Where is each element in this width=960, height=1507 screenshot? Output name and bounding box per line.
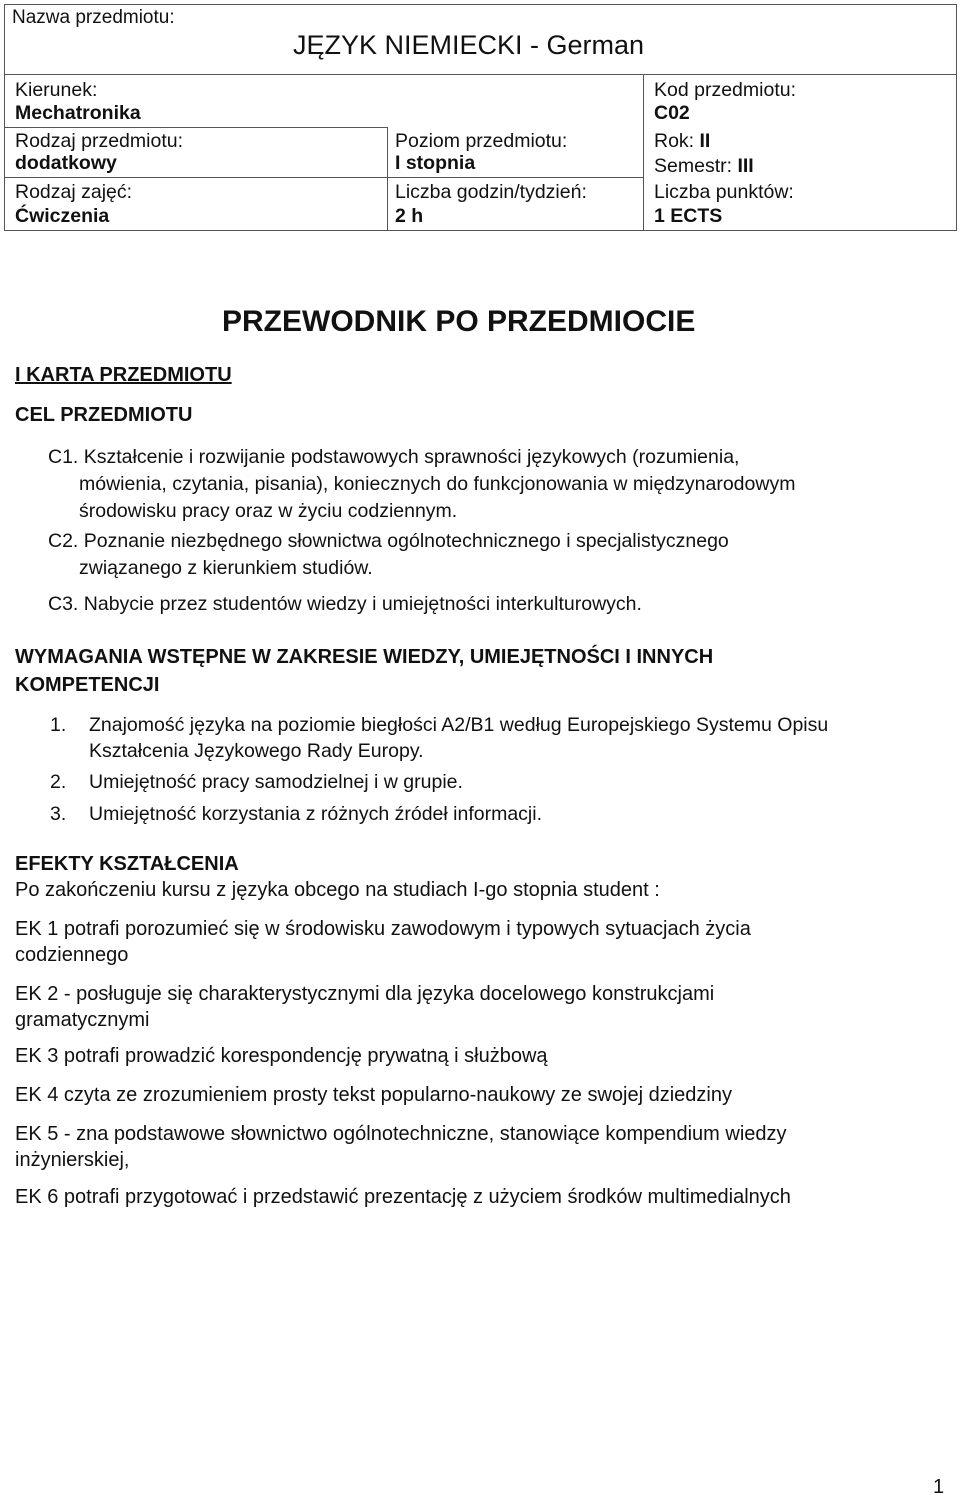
requirements-heading-line2: KOMPETENCJI xyxy=(15,674,160,696)
header-divider-top xyxy=(4,74,957,75)
semester-label: Semestr: xyxy=(654,155,738,177)
outcome-ek3-line1: EK 3 potrafi prowadzić korespondencję prywatną i służbową xyxy=(15,1045,548,1067)
goal-c1-line3: środowisku pracy oraz w życiu codziennym. xyxy=(79,500,458,522)
requirement-2-number: 2. xyxy=(50,771,67,793)
page-number: 1 xyxy=(933,1476,945,1498)
requirement-1-line2: Kształcenia Językowego Rady Europy. xyxy=(89,740,424,762)
outcome-ek5-line2: inżynierskiej, xyxy=(15,1149,130,1171)
requirements-heading-line1: WYMAGANIA WSTĘPNE W ZAKRESIE WIEDZY, UMIEJĘTNOŚCI I INNYCH xyxy=(15,646,714,668)
direction-label: Kierunek: xyxy=(15,79,98,101)
subject-type-value: dodatkowy xyxy=(15,152,117,174)
year-row xyxy=(654,130,710,153)
outcome-ek1-line1: EK 1 potrafi porozumieć się w środowisku zawodowym i typowych sytuacjach życia xyxy=(15,918,751,940)
goal-c1-line1: C1. Kształcenie i rozwijanie podstawowych sprawności językowych (rozumienia, xyxy=(48,446,740,468)
goal-c3: C3. Nabycie przez studentów wiedzy i umiejętności interkulturowych. xyxy=(48,593,642,615)
semester-row xyxy=(654,155,754,178)
goal-heading: CEL PRZEDMIOTU xyxy=(15,404,193,426)
year-value: II xyxy=(699,130,711,152)
subject-type-label: Rodzaj przedmiotu: xyxy=(15,130,183,152)
hours-label: Liczba godzin/tydzień: xyxy=(395,181,587,203)
hours-value: 2 h xyxy=(395,205,424,227)
header-column-divider-2 xyxy=(643,74,644,231)
header-divider-left-2 xyxy=(4,177,387,178)
class-type-label: Rodzaj zajęć: xyxy=(15,181,133,203)
card-heading: I KARTA PRZEDMIOTU xyxy=(15,364,232,386)
goal-c1-line2: mówienia, czytania, pisania), koniecznych do funkcjonowania w międzynarodowym xyxy=(79,473,796,495)
outcomes-heading: EFEKTY KSZTAŁCENIA xyxy=(15,853,239,875)
outcome-ek4-line1: EK 4 czyta ze zrozumieniem prosty tekst popularno-naukowy ze swojej dziedziny xyxy=(15,1084,732,1106)
header-divider-mid xyxy=(387,177,643,178)
requirement-3-line1: Umiejętność korzystania z różnych źródeł informacji. xyxy=(89,803,542,825)
level-label: Poziom przedmiotu: xyxy=(395,130,568,152)
requirement-1-line1: Znajomość języka na poziomie biegłości A2/B1 według Europejskiego Systemu Opisu xyxy=(89,714,829,736)
points-label: Liczba punktów: xyxy=(654,181,794,203)
subject-name-label: Nazwa przedmiotu: xyxy=(12,7,175,28)
class-type-value: Ćwiczenia xyxy=(15,205,110,227)
points-value: 1 ECTS xyxy=(654,205,723,227)
code-label: Kod przedmiotu: xyxy=(654,79,796,101)
requirement-3-number: 3. xyxy=(50,803,67,825)
level-value: I stopnia xyxy=(395,152,476,174)
outcome-ek2-line2: gramatycznymi xyxy=(15,1009,150,1031)
semester-value: III xyxy=(737,155,754,177)
requirement-2-line1: Umiejętność pracy samodzielnej i w grupie. xyxy=(89,771,463,793)
code-value: C02 xyxy=(654,102,690,124)
goal-c2-line2: związanego z kierunkiem studiów. xyxy=(79,557,373,579)
outcome-ek6-line1: EK 6 potrafi przygotować i przedstawić prezentację z użyciem środków multimedialnych xyxy=(15,1186,791,1208)
outcomes-intro: Po zakończeniu kursu z języka obcego na studiach I-go stopnia student : xyxy=(15,879,660,901)
header-divider-left-1 xyxy=(4,127,387,128)
outcome-ek1-line2: codziennego xyxy=(15,944,129,966)
outcome-ek2-line1: EK 2 - posługuje się charakterystycznymi dla języka docelowego konstrukcjami xyxy=(15,983,715,1005)
header-column-divider-1 xyxy=(387,127,388,231)
subject-name-value: JĘZYK NIEMIECKI - German xyxy=(293,30,645,60)
direction-value: Mechatronika xyxy=(15,102,141,124)
outcome-ek5-line1: EK 5 - zna podstawowe słownictwo ogólnotechniczne, stanowiące kompendium wiedzy xyxy=(15,1123,787,1145)
requirement-1-number: 1. xyxy=(50,714,67,736)
guide-title: PRZEWODNIK PO PRZEDMIOCIE xyxy=(222,305,696,338)
goal-c2-line1: C2. Poznanie niezbędnego słownictwa ogólnotechnicznego i specjalistycznego xyxy=(48,530,729,552)
year-label: Rok: xyxy=(654,130,700,152)
